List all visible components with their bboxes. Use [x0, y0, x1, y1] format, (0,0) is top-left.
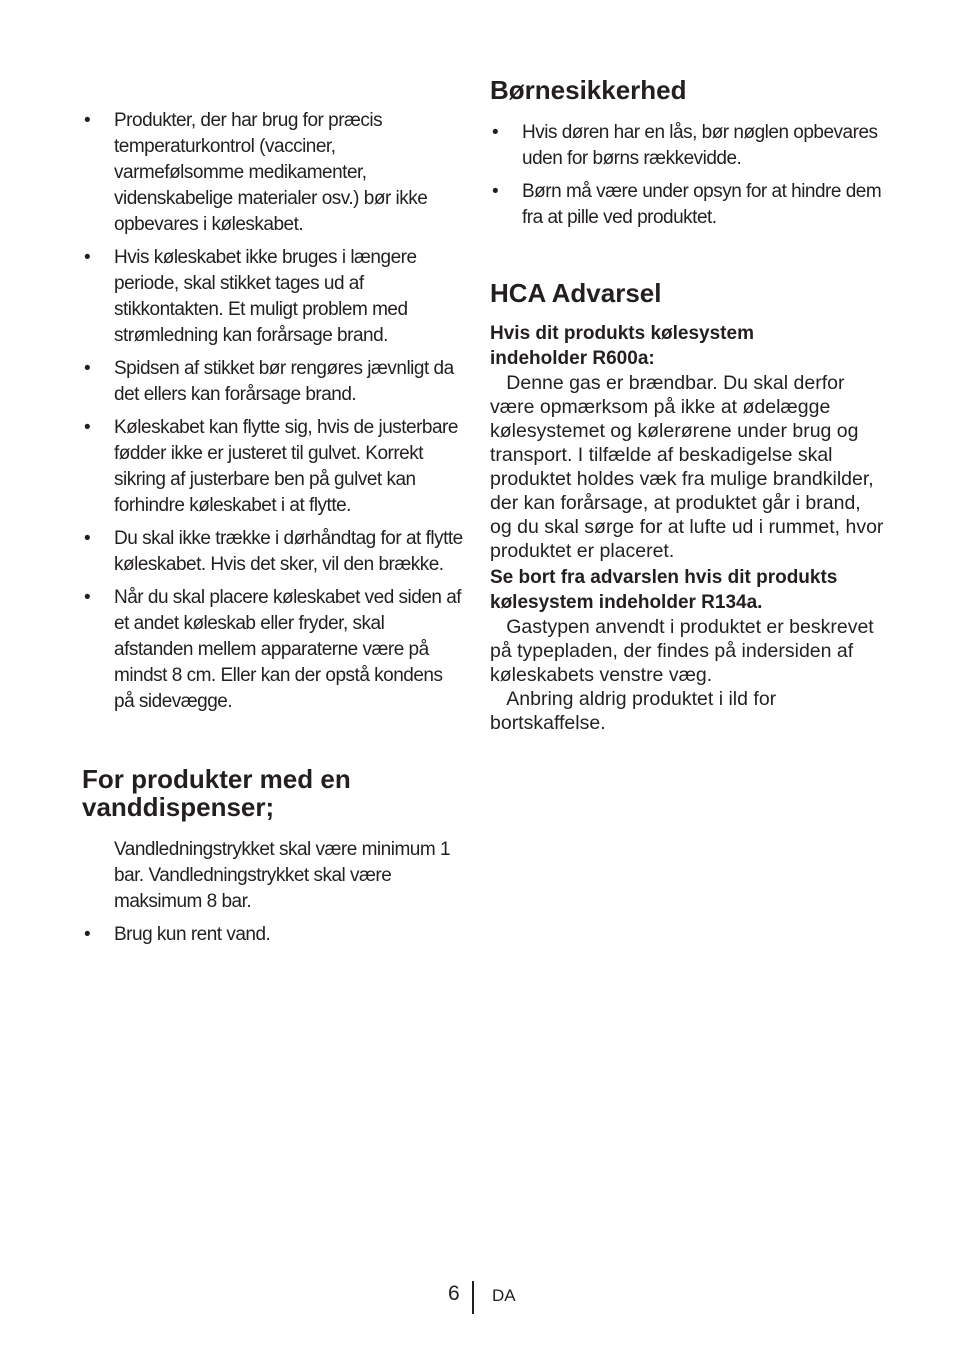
hca-r600a-subheading: Hvis dit produkts kølesystem indeholder R600a: [490, 323, 754, 369]
bullet-icon: • [84, 587, 91, 608]
list-item: • Produkter, der har brug for præcis temperaturkontrol (vacciner, varmefølsomme medikamenter, videnskabelige materialer osv.) bør ikke opbevares i køleskabet. [84, 110, 428, 235]
bullet-icon: • [492, 122, 499, 143]
list-item: • Når du skal placere køleskabet ved siden af et andet køleskab eller fryder, skal afstanden mellem apparaterne være på mindst 8 cm. Eller kan der opstå kondens på sidevægge. [84, 587, 462, 712]
page-footer [0, 1280, 954, 1316]
left-column [82, 108, 467, 955]
bullet-icon: • [492, 181, 499, 202]
safety-list [82, 108, 467, 715]
hca-heading: HCA Advarsel [490, 278, 662, 308]
right-column [490, 76, 885, 735]
child-safety-heading: Børnesikkerhed [490, 75, 687, 105]
bullet-icon: • [84, 528, 91, 549]
list-item: • Børn må være under opsyn for at hindre dem fra at pille ved produktet. [492, 181, 882, 228]
list-item: • Brug kun rent vand. [82, 922, 467, 948]
child-safety-list [490, 120, 885, 231]
list-item: • Køleskabet kan flytte sig, hvis de justerbare fødder ikke er justeret til gulvet. Korrekt sikring af justerbare ben på gulvet kan forhindre køleskabet i at flytte. [84, 417, 458, 516]
footer-divider [472, 1281, 474, 1314]
bullet-icon: • [84, 110, 91, 131]
dispenser-intro: Vandledningstrykket skal være minimum 1 bar. Vandledningstrykket skal være maksimum 8 bar. [114, 839, 451, 912]
hca-r134a-subheading: Se bort fra advarslen hvis dit produkts kølesystem indeholder R134a. [490, 567, 838, 613]
language-code: DA [492, 1286, 516, 1305]
bullet-icon: • [84, 358, 91, 379]
dispenser-list [82, 922, 467, 948]
dispenser-heading: For produkter med en vanddispenser; [82, 764, 351, 822]
hca-typeplate-text: Gastypen anvendt i produktet er beskrevet på typepladen, der findes på indersiden af køleskabets venstre væg. [490, 616, 874, 686]
page-number: 6 [448, 1282, 460, 1305]
list-item: • Du skal ikke trække i dørhåndtag for at flytte køleskabet. Hvis det sker, vil den brække. [84, 528, 463, 575]
list-item: • Hvis køleskabet ikke bruges i længere periode, skal stikket tages ud af stikkontakten. Et muligt problem med strømledning kan forårsage brand. [84, 247, 417, 346]
bullet-icon: • [84, 417, 91, 438]
list-item: • Spidsen af stikket bør rengøres jævnligt da det ellers kan forårsage brand. [84, 358, 454, 405]
list-item: • Hvis døren har en lås, bør nøglen opbevares uden for børns rækkevidde. [492, 122, 878, 169]
hca-disposal-text: Anbring aldrig produktet i ild for bortskaffelse. [490, 688, 777, 734]
bullet-icon: • [84, 924, 91, 945]
hca-r600a-text: Denne gas er brændbar. Du skal derfor være opmærksom på ikke at ødelægge kølesystemet og kølerørene under brug og transport. I tilfælde af beskadigelse skal produktet holdes væk fra mulige brandkilder, der kan forårsage, at produktet går i brand, og du skal sørge for at lufte ud i rummet, hvor produktet er placeret. [490, 372, 884, 562]
bullet-icon: • [84, 247, 91, 268]
